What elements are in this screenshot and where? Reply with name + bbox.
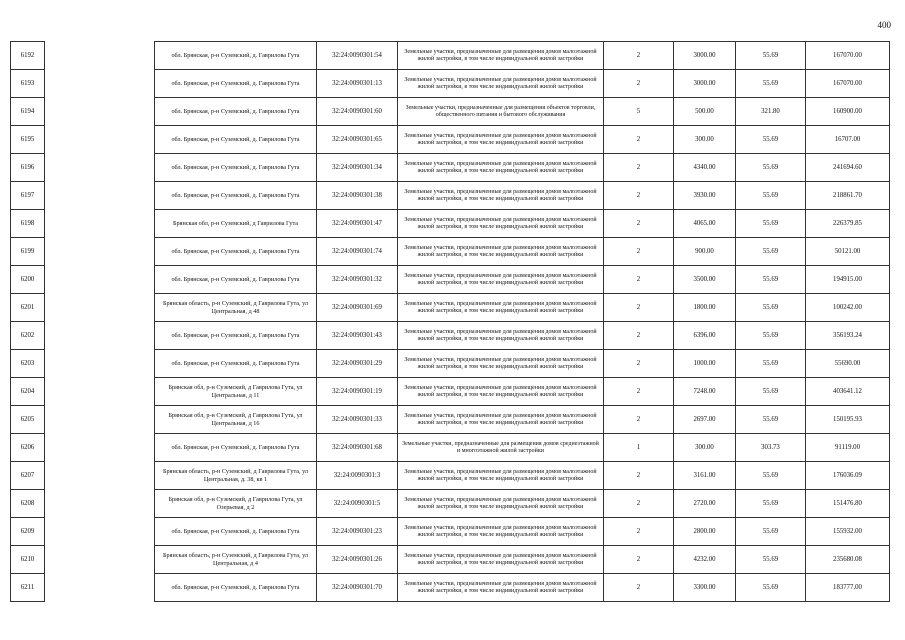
land-use-cell: Земельные участки, предназначенные для размещения домов малоэтажной жилой застройки, в том числе индивидуальной жилой застройки [398,182,604,210]
empty-cell [45,546,155,574]
specific-value-cell: 55.69 [736,126,806,154]
area-cell: 300.00 [674,434,736,462]
empty-cell [45,210,155,238]
address-cell: Брянская область, р-н Суземский, д Гаврилова Гута, ул Центральная, д 48 [155,294,317,322]
area-cell: 1000.00 [674,350,736,378]
area-cell: 2800.00 [674,518,736,546]
empty-cell [45,266,155,294]
address-cell: обл. Брянская, р-н Суземский, д. Гаврилова Гута [155,70,317,98]
cadastral-number-cell: 32:24:0090301:69 [317,294,398,322]
cadastral-number-cell: 32:24:0090301:29 [317,350,398,378]
cadastral-value-cell: 55690.00 [806,350,890,378]
row-number: 6201 [11,294,45,322]
row-number: 6205 [11,406,45,434]
table-row [11,182,890,210]
cadastral-value-cell: 218861.70 [806,182,890,210]
address-cell: обл. Брянская, р-н Суземский, д. Гаврилова Гута [155,322,317,350]
address-cell: Брянская обл, р-н Суземский, д Гаврилова Гута [155,210,317,238]
area-cell: 7248.00 [674,378,736,406]
group-cell: 2 [604,462,674,490]
address-cell: обл. Брянская, р-н Суземский, д. Гаврилова Гута [155,350,317,378]
land-use-cell: Земельные участки, предназначенные для размещения домов малоэтажной жилой застройки, в том числе индивидуальной жилой застройки [398,210,604,238]
cadastral-value-cell: 150195.93 [806,406,890,434]
empty-cell [45,518,155,546]
cadastral-number-cell: 32:24:0090301:47 [317,210,398,238]
table-row [11,462,890,490]
land-use-cell: Земельные участки, предназначенные для размещения объектов торговли, общественного питания и бытового обслуживания [398,98,604,126]
address-cell: обл. Брянская, р-н Суземский, д. Гаврилова Гута [155,154,317,182]
group-cell: 2 [604,490,674,518]
land-use-cell: Земельные участки, предназначенные для размещения домов малоэтажной жилой застройки, в том числе индивидуальной жилой застройки [398,462,604,490]
row-number: 6210 [11,546,45,574]
group-cell: 2 [604,70,674,98]
row-number: 6193 [11,70,45,98]
row-number: 6211 [11,574,45,602]
cadastral-number-cell: 32:24:0090301:60 [317,98,398,126]
empty-cell [45,126,155,154]
specific-value-cell: 55.69 [736,238,806,266]
specific-value-cell: 55.69 [736,294,806,322]
group-cell: 2 [604,406,674,434]
cadastral-value-cell: 356193.24 [806,322,890,350]
specific-value-cell: 55.69 [736,182,806,210]
address-cell: Брянская область, р-н Суземский, д Гаврилова Гута, ул Центральная, д 4 [155,546,317,574]
address-cell: обл. Брянская, р-н Суземский, д. Гаврилова Гута [155,574,317,602]
empty-cell [45,182,155,210]
cadastral-value-cell: 194915.00 [806,266,890,294]
area-cell: 1800.00 [674,294,736,322]
table-row [11,574,890,602]
cadastral-value-cell: 100242.00 [806,294,890,322]
area-cell: 3930.00 [674,182,736,210]
cadastral-value-cell: 235680.08 [806,546,890,574]
group-cell: 2 [604,322,674,350]
group-cell: 2 [604,378,674,406]
specific-value-cell: 55.69 [736,574,806,602]
area-cell: 4340.00 [674,154,736,182]
group-cell: 2 [604,210,674,238]
row-number: 6202 [11,322,45,350]
land-use-cell: Земельные участки, предназначенные для размещения домов малоэтажной жилой застройки, в том числе индивидуальной жилой застройки [398,322,604,350]
group-cell: 2 [604,238,674,266]
table-row [11,546,890,574]
group-cell: 1 [604,434,674,462]
area-cell: 3161.00 [674,462,736,490]
cadastral-value-cell: 50121.00 [806,238,890,266]
area-cell: 4065.00 [674,210,736,238]
cadastral-value-cell: 151476.80 [806,490,890,518]
specific-value-cell: 55.69 [736,210,806,238]
specific-value-cell: 55.69 [736,546,806,574]
address-cell: обл. Брянская, р-н Суземский, д. Гаврилова Гута [155,42,317,70]
cadastral-number-cell: 32:24:0090301:38 [317,182,398,210]
row-number: 6194 [11,98,45,126]
land-use-cell: Земельные участки, предназначенные для размещения домов малоэтажной жилой застройки, в том числе индивидуальной жилой застройки [398,378,604,406]
group-cell: 2 [604,154,674,182]
land-use-cell: Земельные участки, предназначенные для размещения домов малоэтажной жилой застройки, в том числе индивидуальной жилой застройки [398,406,604,434]
specific-value-cell: 55.69 [736,154,806,182]
empty-cell [45,238,155,266]
address-cell: Брянская обл, р-н Суземский, д Гаврилова Гута, ул Центральная, д 11 [155,378,317,406]
cadastral-number-cell: 32:24:0090301:54 [317,42,398,70]
empty-cell [45,406,155,434]
land-use-cell: Земельные участки, предназначенные для размещения домов среднеэтажной и многоэтажной жилой застройки [398,434,604,462]
land-use-cell: Земельные участки, предназначенные для размещения домов малоэтажной жилой застройки, в том числе индивидуальной жилой застройки [398,574,604,602]
land-use-cell: Земельные участки, предназначенные для размещения домов малоэтажной жилой застройки, в том числе индивидуальной жилой застройки [398,490,604,518]
group-cell: 5 [604,98,674,126]
cadastral-number-cell: 32:24:0090301:19 [317,378,398,406]
specific-value-cell: 55.69 [736,462,806,490]
cadastral-number-cell: 32:24:0090301:5 [317,490,398,518]
table-row [11,518,890,546]
specific-value-cell: 55.69 [736,42,806,70]
empty-cell [45,154,155,182]
empty-cell [45,70,155,98]
cadastral-value-cell: 167070.00 [806,70,890,98]
cadastral-value-table [10,41,890,602]
group-cell: 2 [604,266,674,294]
cadastral-number-cell: 32:24:0090301:33 [317,406,398,434]
table-row [11,350,890,378]
land-use-cell: Земельные участки, предназначенные для размещения домов малоэтажной жилой застройки, в том числе индивидуальной жилой застройки [398,126,604,154]
table-row [11,70,890,98]
row-number: 6199 [11,238,45,266]
specific-value-cell: 55.69 [736,490,806,518]
land-use-cell: Земельные участки, предназначенные для размещения домов малоэтажной жилой застройки, в том числе индивидуальной жилой застройки [398,154,604,182]
empty-cell [45,350,155,378]
cadastral-value-cell: 183777.00 [806,574,890,602]
area-cell: 3000.00 [674,42,736,70]
specific-value-cell: 55.69 [736,350,806,378]
area-cell: 500.00 [674,98,736,126]
cadastral-value-cell: 241694.60 [806,154,890,182]
empty-cell [45,98,155,126]
cadastral-number-cell: 32:24:0090301:65 [317,126,398,154]
cadastral-value-cell: 16707.00 [806,126,890,154]
area-cell: 3300.00 [674,574,736,602]
land-use-cell: Земельные участки, предназначенные для размещения домов малоэтажной жилой застройки, в том числе индивидуальной жилой застройки [398,266,604,294]
group-cell: 2 [604,574,674,602]
area-cell: 3000.00 [674,70,736,98]
land-use-cell: Земельные участки, предназначенные для размещения домов малоэтажной жилой застройки, в том числе индивидуальной жилой застройки [398,42,604,70]
specific-value-cell: 55.69 [736,70,806,98]
land-use-cell: Земельные участки, предназначенные для размещения домов малоэтажной жилой застройки, в том числе индивидуальной жилой застройки [398,70,604,98]
row-number: 6209 [11,518,45,546]
row-number: 6196 [11,154,45,182]
row-number: 6198 [11,210,45,238]
table-row [11,294,890,322]
specific-value-cell: 55.69 [736,266,806,294]
row-number: 6197 [11,182,45,210]
group-cell: 2 [604,350,674,378]
table-row [11,42,890,70]
page-number: 400 [877,20,891,30]
empty-cell [45,294,155,322]
area-cell: 2720.00 [674,490,736,518]
address-cell: обл. Брянская, р-н Суземский, д. Гаврилова Гута [155,98,317,126]
cadastral-number-cell: 32:24:0090301:68 [317,434,398,462]
cadastral-value-cell: 176036.09 [806,462,890,490]
row-number: 6195 [11,126,45,154]
row-number: 6204 [11,378,45,406]
cadastral-value-cell: 226379.85 [806,210,890,238]
cadastral-value-cell: 91119.00 [806,434,890,462]
address-cell: Брянская обл, р-н Суземский, д Гаврилова Гута, ул Центральная, д 16 [155,406,317,434]
address-cell: Брянская обл, р-н Суземский, д Гаврилова Гута, ул Озерьевая, д 2 [155,490,317,518]
cadastral-number-cell: 32:24:0090301:70 [317,574,398,602]
cadastral-number-cell: 32:24:0090301:13 [317,70,398,98]
table-row [11,154,890,182]
empty-cell [45,378,155,406]
land-use-cell: Земельные участки, предназначенные для размещения домов малоэтажной жилой застройки, в том числе индивидуальной жилой застройки [398,238,604,266]
cadastral-number-cell: 32:24:0090301:3 [317,462,398,490]
cadastral-number-cell: 32:24:0090301:34 [317,154,398,182]
address-cell: обл. Брянская, р-н Суземский, д. Гаврилова Гута [155,126,317,154]
table-row [11,322,890,350]
table-row [11,98,890,126]
table-row [11,434,890,462]
table-row [11,210,890,238]
cadastral-value-cell: 160900.00 [806,98,890,126]
specific-value-cell: 55.69 [736,518,806,546]
group-cell: 2 [604,42,674,70]
group-cell: 2 [604,518,674,546]
empty-cell [45,322,155,350]
cadastral-value-cell: 167070.00 [806,42,890,70]
empty-cell [45,574,155,602]
empty-cell [45,462,155,490]
area-cell: 2697.00 [674,406,736,434]
table-row [11,378,890,406]
address-cell: обл. Брянская, р-н Суземский, д. Гаврилова Гута [155,182,317,210]
land-use-cell: Земельные участки, предназначенные для размещения домов малоэтажной жилой застройки, в том числе индивидуальной жилой застройки [398,518,604,546]
row-number: 6200 [11,266,45,294]
area-cell: 6396.00 [674,322,736,350]
specific-value-cell: 55.69 [736,322,806,350]
group-cell: 2 [604,546,674,574]
cadastral-number-cell: 32:24:0090301:74 [317,238,398,266]
cadastral-value-cell: 403641.12 [806,378,890,406]
table-row [11,406,890,434]
empty-cell [45,434,155,462]
address-cell: обл. Брянская, р-н Суземский, д. Гаврилова Гута [155,518,317,546]
empty-cell [45,42,155,70]
row-number: 6192 [11,42,45,70]
row-number: 6208 [11,490,45,518]
specific-value-cell: 55.69 [736,378,806,406]
land-use-cell: Земельные участки, предназначенные для размещения домов малоэтажной жилой застройки, в том числе индивидуальной жилой застройки [398,294,604,322]
row-number: 6207 [11,462,45,490]
address-cell: обл. Брянская, р-н Суземский, д. Гаврилова Гута [155,266,317,294]
table-row [11,490,890,518]
address-cell: Брянская область, р-н Суземский, д Гаврилова Гута, ул Центральная, д. 38, кв 1 [155,462,317,490]
row-number: 6203 [11,350,45,378]
table-row [11,266,890,294]
address-cell: обл. Брянская, р-н Суземский, д. Гаврилова Гута [155,434,317,462]
specific-value-cell: 321.80 [736,98,806,126]
cadastral-value-cell: 155932.00 [806,518,890,546]
area-cell: 900.00 [674,238,736,266]
row-number: 6206 [11,434,45,462]
cadastral-number-cell: 32:24:0090301:32 [317,266,398,294]
land-use-cell: Земельные участки, предназначенные для размещения домов малоэтажной жилой застройки, в том числе индивидуальной жилой застройки [398,350,604,378]
cadastral-number-cell: 32:24:0090301:23 [317,518,398,546]
cadastral-number-cell: 32:24:0090301:26 [317,546,398,574]
empty-cell [45,490,155,518]
area-cell: 3500.00 [674,266,736,294]
group-cell: 2 [604,126,674,154]
group-cell: 2 [604,294,674,322]
area-cell: 300.00 [674,126,736,154]
table-row [11,238,890,266]
address-cell: обл. Брянская, р-н Суземский, д. Гаврилова Гута [155,238,317,266]
land-use-cell: Земельные участки, предназначенные для размещения домов малоэтажной жилой застройки, в том числе индивидуальной жилой застройки [398,546,604,574]
area-cell: 4232.00 [674,546,736,574]
cadastral-number-cell: 32:24:0090301:43 [317,322,398,350]
group-cell: 2 [604,182,674,210]
specific-value-cell: 55.69 [736,406,806,434]
specific-value-cell: 303.73 [736,434,806,462]
table-row [11,126,890,154]
